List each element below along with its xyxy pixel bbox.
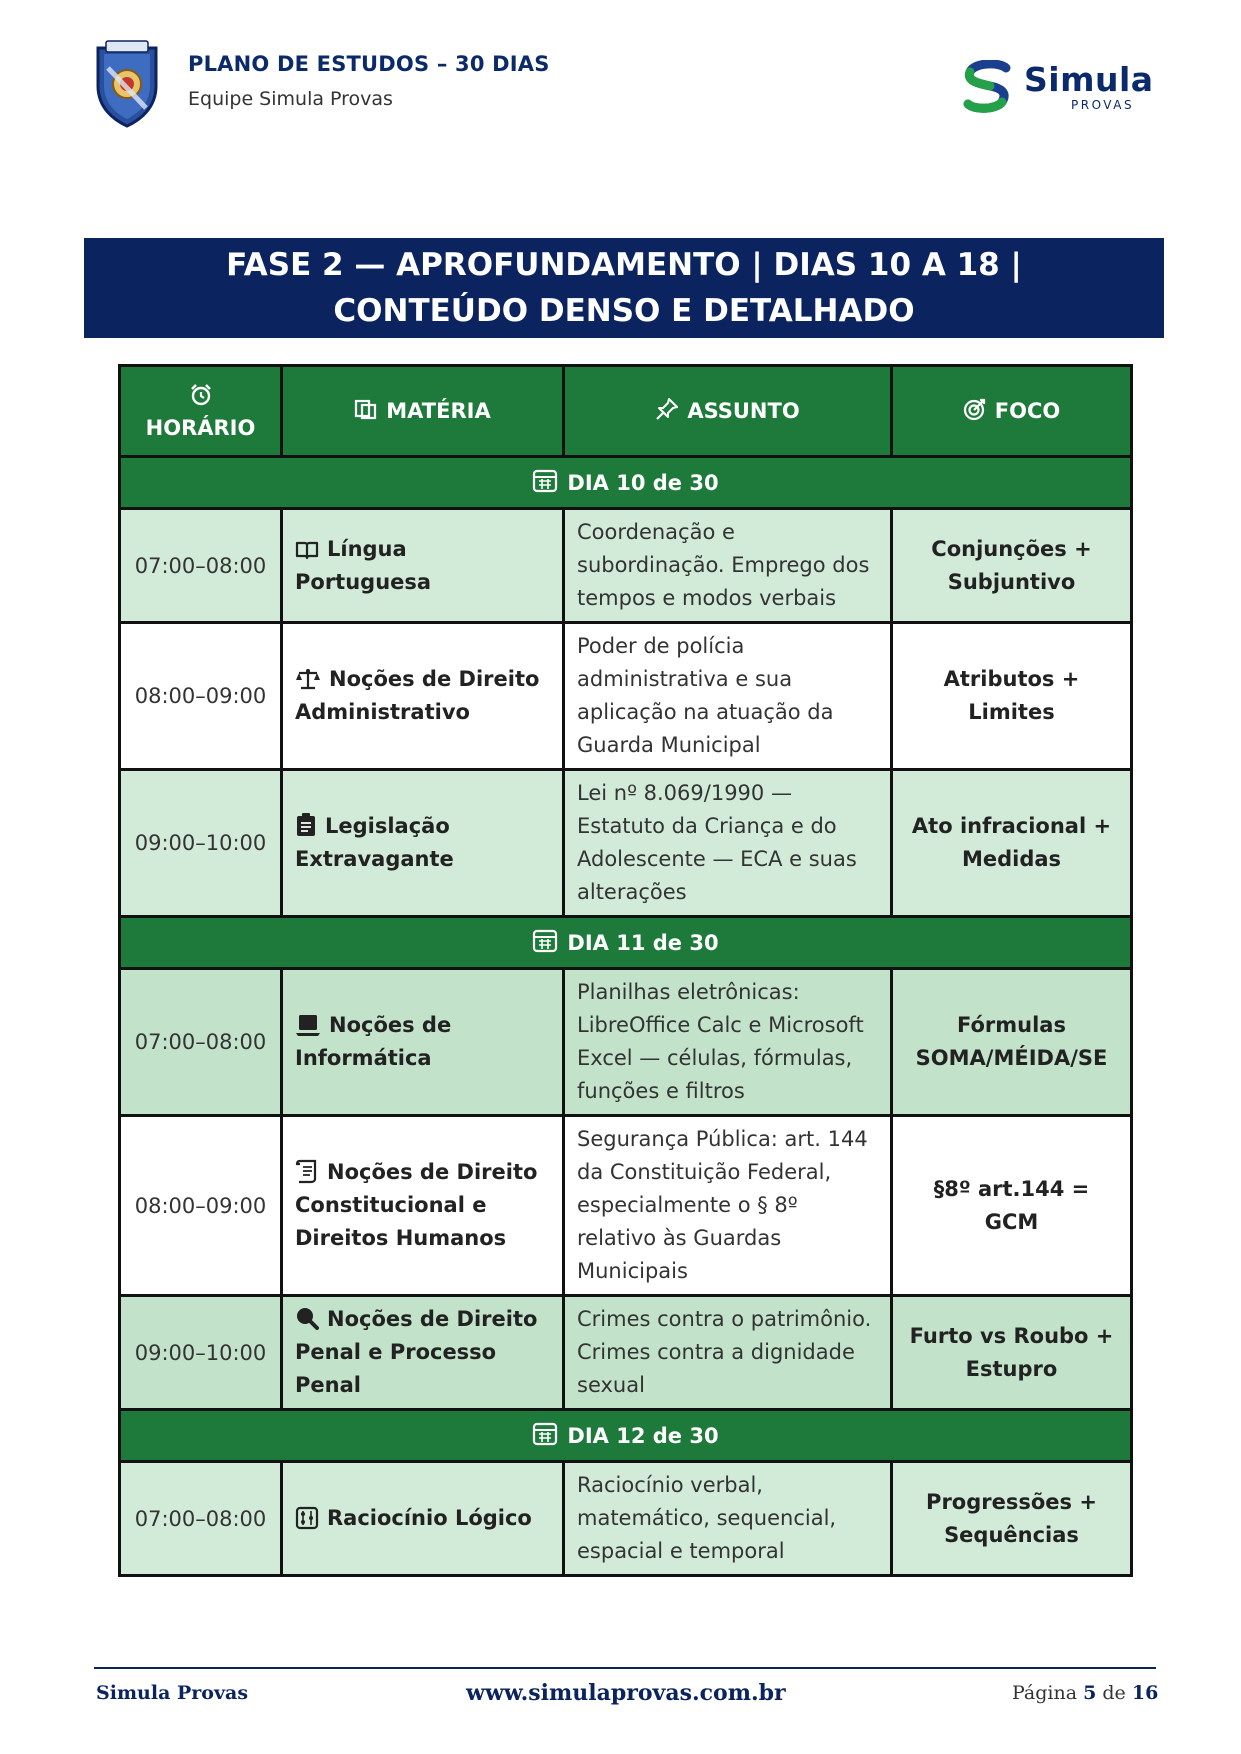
subject-name: Noções de Direito Constitucional e Direitos Humanos xyxy=(295,1160,538,1250)
header-subject-label: MATÉRIA xyxy=(386,399,491,423)
day-label: DIA 10 de 30 xyxy=(567,470,719,495)
footer-brand: Simula Provas xyxy=(96,1682,249,1704)
day-header-row xyxy=(120,1410,1132,1462)
subject-name: Noções de Informática xyxy=(295,1013,452,1070)
time-cell: 08:00–09:00 xyxy=(120,623,282,770)
schedule-table xyxy=(118,364,1133,1577)
day-header-row xyxy=(120,917,1132,969)
laptop-icon xyxy=(295,1013,321,1037)
subject-cell xyxy=(282,1116,564,1296)
calendar-icon xyxy=(532,927,558,958)
phase-banner: FASE 2 — APROFUNDAMENTO | DIAS 10 A 18 | CONTEÚDO DENSO E DETALHADO xyxy=(84,238,1164,338)
focus-cell: Furto vs Roubo + Estupro xyxy=(892,1296,1132,1410)
time-cell: 08:00–09:00 xyxy=(120,1116,282,1296)
page-current: 5 xyxy=(1083,1682,1097,1704)
topic-cell: Poder de polícia administrativa e sua aplicação na atuação da Guarda Municipal xyxy=(564,623,892,770)
table-row xyxy=(120,623,1132,770)
subject-cell xyxy=(282,1462,564,1576)
abacus-icon xyxy=(295,1506,319,1530)
focus-cell: §8º art.144 = GCM xyxy=(892,1116,1132,1296)
table-row xyxy=(120,1296,1132,1410)
document-title: PLANO DE ESTUDOS – 30 DIAS xyxy=(188,52,550,76)
subject-cell xyxy=(282,770,564,917)
book-icon xyxy=(295,539,319,561)
page-of: de xyxy=(1102,1682,1126,1704)
subject-name: Noções de Direito Administrativo xyxy=(295,667,540,724)
scroll-icon xyxy=(295,1158,319,1184)
time-cell: 09:00–10:00 xyxy=(120,770,282,917)
header-focus-label: FOCO xyxy=(994,399,1061,423)
simula-provas-logo xyxy=(960,58,1154,116)
magnifier-icon xyxy=(295,1307,319,1331)
day-label: DIA 12 de 30 xyxy=(567,1423,719,1448)
time-cell: 07:00–08:00 xyxy=(120,509,282,623)
document-subtitle: Equipe Simula Provas xyxy=(188,88,393,110)
day-header-cell xyxy=(120,1410,1132,1462)
page-number xyxy=(1012,1682,1158,1704)
table-header-row xyxy=(120,366,1132,457)
time-cell: 09:00–10:00 xyxy=(120,1296,282,1410)
focus-cell: Conjunções + Subjuntivo xyxy=(892,509,1132,623)
time-cell: 07:00–08:00 xyxy=(120,1462,282,1576)
target-icon xyxy=(963,397,987,426)
calendar-icon xyxy=(532,1420,558,1451)
books-icon xyxy=(354,398,378,425)
table-row xyxy=(120,1116,1132,1296)
table-row xyxy=(120,969,1132,1116)
subject-cell xyxy=(282,1296,564,1410)
focus-cell: Atributos + Limites xyxy=(892,623,1132,770)
subject-cell xyxy=(282,969,564,1116)
pushpin-icon xyxy=(655,397,679,426)
header-topic xyxy=(564,366,892,457)
page-label: Página xyxy=(1012,1682,1078,1704)
topic-cell: Raciocínio verbal, matemático, sequencial, espacial e temporal xyxy=(564,1462,892,1576)
header-time-label: HORÁRIO xyxy=(145,415,256,440)
subject-name: Legislação Extravagante xyxy=(295,814,454,871)
focus-cell: Fórmulas SOMA/MÉIDA/SE xyxy=(892,969,1132,1116)
day-header-row xyxy=(120,457,1132,509)
topic-cell: Lei nº 8.069/1990 — Estatuto da Criança e do Adolescente — ECA e suas alterações xyxy=(564,770,892,917)
brand-name: Simula xyxy=(1024,60,1154,99)
subject-cell xyxy=(282,509,564,623)
footer-divider xyxy=(94,1667,1156,1669)
subject-name: Noções de Direito Penal e Processo Penal xyxy=(295,1307,538,1397)
table-row xyxy=(120,770,1132,917)
table-row xyxy=(120,1462,1132,1576)
topic-cell: Planilhas eletrônicas: LibreOffice Calc e Microsoft Excel — células, fórmulas, funções e filtros xyxy=(564,969,892,1116)
focus-cell: Ato infracional + Medidas xyxy=(892,770,1132,917)
guarda-municipal-logo xyxy=(92,38,162,128)
subject-name: Raciocínio Lógico xyxy=(327,1506,532,1530)
clipboard-icon xyxy=(295,812,317,838)
header-topic-label: ASSUNTO xyxy=(687,399,800,423)
topic-cell: Segurança Pública: art. 144 da Constituição Federal, especialmente o § 8º relativo às Guardas Municipais xyxy=(564,1116,892,1296)
day-label: DIA 11 de 30 xyxy=(567,930,719,955)
topic-cell: Crimes contra o patrimônio. Crimes contra a dignidade sexual xyxy=(564,1296,892,1410)
alarm-clock-icon xyxy=(189,383,213,412)
calendar-icon xyxy=(532,467,558,498)
footer-website-link[interactable]: www.simulaprovas.com.br xyxy=(466,1680,786,1706)
header-subject xyxy=(282,366,564,457)
header-time xyxy=(120,366,282,457)
table-row xyxy=(120,509,1132,623)
brand-tag: PROVAS xyxy=(1071,98,1135,112)
topic-cell: Coordenação e subordinação. Emprego dos tempos e modos verbais xyxy=(564,509,892,623)
header-focus xyxy=(892,366,1132,457)
day-header-cell xyxy=(120,457,1132,509)
subject-cell xyxy=(282,623,564,770)
day-header-cell xyxy=(120,917,1132,969)
focus-cell: Progressões + Sequências xyxy=(892,1462,1132,1576)
scales-icon xyxy=(295,667,321,691)
simula-s-icon xyxy=(960,60,1016,114)
page-total: 16 xyxy=(1131,1682,1159,1704)
subject-name: Língua Portuguesa xyxy=(295,536,432,594)
time-cell: 07:00–08:00 xyxy=(120,969,282,1116)
